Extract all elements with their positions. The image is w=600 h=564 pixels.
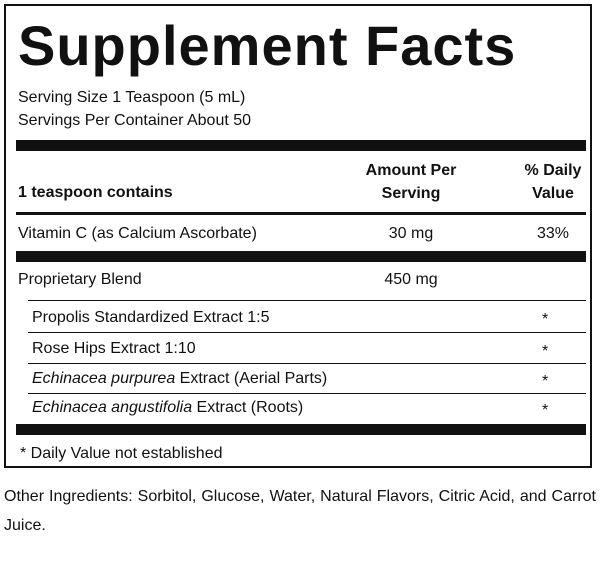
blend-item-name	[32, 398, 303, 418]
supplement-facts-panel	[4, 4, 592, 468]
botanical-name: Echinacea angustifolia	[32, 399, 193, 416]
header-divider	[16, 212, 586, 215]
other-ingredients: Other Ingredients: Sorbitol, Glucose, Water, Natural Flavors, Citric Acid, and Carrot Juice.	[4, 488, 596, 534]
vitamin-c-amount: 30 mg	[388, 225, 434, 242]
panel-title: Supplement Facts	[18, 14, 517, 77]
blend-item-dv: *	[542, 402, 549, 419]
serving-size: Serving Size 1 Teaspoon (5 mL)	[18, 89, 246, 106]
row-divider	[28, 332, 586, 333]
blend-item-name: Propolis Standardized Extract 1:5	[32, 309, 270, 326]
blend-name: Proprietary Blend	[18, 271, 142, 288]
blend-item-dv: *	[542, 373, 549, 390]
blend-amount: 450 mg	[384, 271, 438, 288]
header-contains: 1 teaspoon contains	[18, 184, 173, 201]
blend-item-name	[32, 369, 327, 389]
thick-divider-middle	[16, 251, 586, 262]
blend-item-name: Rose Hips Extract 1:10	[32, 340, 196, 357]
extract-part: Extract (Roots)	[192, 399, 304, 416]
servings-per-container: Servings Per Container About 50	[18, 112, 252, 129]
header-dv-line2: Value	[532, 185, 574, 202]
header-amount-line1: Amount Per	[365, 162, 457, 179]
botanical-name: Echinacea purpurea	[32, 370, 176, 387]
row-divider	[28, 300, 586, 301]
footnote: * Daily Value not established	[20, 445, 223, 462]
row-divider	[28, 393, 586, 394]
thick-divider-top	[16, 140, 586, 151]
header-dv-line1: % Daily	[524, 162, 582, 179]
vitamin-c-name: Vitamin C (as Calcium Ascorbate)	[18, 225, 257, 242]
thick-divider-bottom	[16, 424, 586, 435]
header-amount-line2: Serving	[381, 185, 441, 202]
row-divider	[28, 363, 586, 364]
extract-part: Extract (Aerial Parts)	[175, 370, 328, 387]
vitamin-c-dv: 33%	[536, 225, 570, 242]
blend-item-dv: *	[542, 343, 549, 360]
blend-item-dv: *	[542, 311, 549, 328]
